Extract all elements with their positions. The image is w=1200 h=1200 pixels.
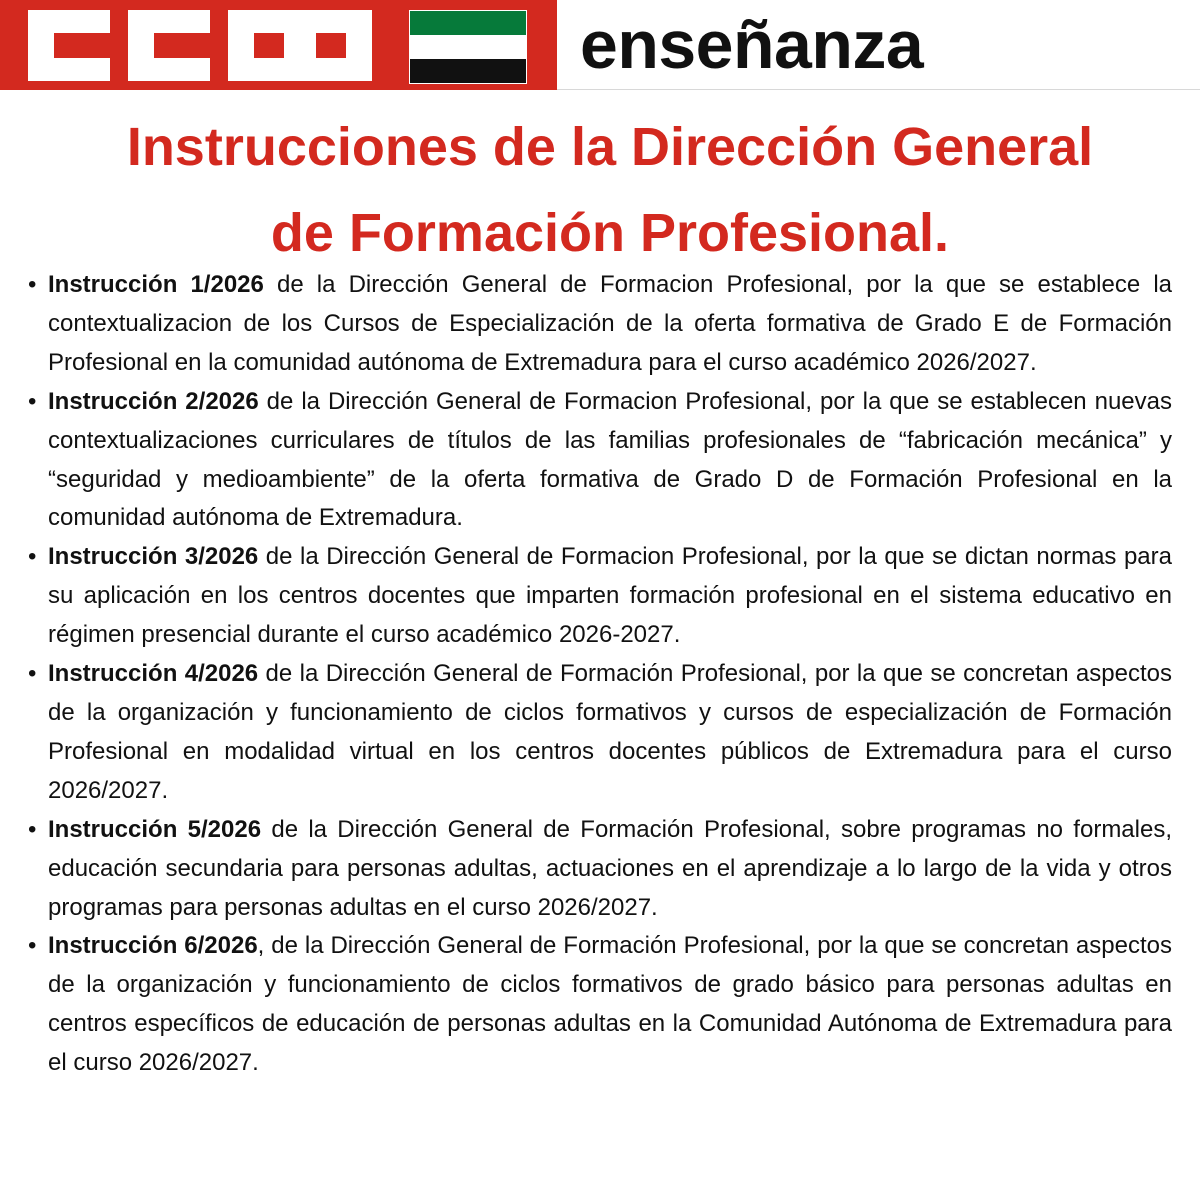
instruction-code: Instrucción 6/2026 — [48, 932, 258, 960]
instruction-code: Instrucción 5/2026 — [48, 815, 262, 843]
title-line-2: de Formación Profesional. — [270, 203, 950, 263]
instruction-text: de la Dirección General de Formacion Profesional, por la que se establece la contextualizacion de los Cursos de Especialización de la oferta formativa de Grado E de Formación Profesional en la comunidad autónoma de Extremadura para el curso académico 2026/2027. — [48, 271, 1172, 376]
list-item — [28, 811, 1172, 928]
bullet-icon: • — [28, 932, 37, 960]
instruction-text: de la Dirección General de Formación Profesional, sobre programas no formales, educación secundaria para personas adultas, actuaciones en el aprendizaje a lo largo de la vida y otros programas para personas adultas en el curso 2026/2027. — [48, 815, 1173, 921]
header — [0, 0, 1200, 90]
instruction-code: Instrucción 3/2026 — [48, 543, 259, 571]
bullet-icon: • — [28, 543, 37, 571]
instruction-text: de la Dirección General de Formación Profesional, por la que se concretan aspectos de la organización y funcionamiento de ciclos formativos y cursos de especialización de Formación Profesional en modalidad virtual en los centros docentes públicos de Extremadura para el curso 2026/2027. — [48, 660, 1172, 804]
bullet-icon: • — [28, 271, 37, 298]
instruction-code: Instrucción 1/2026 — [48, 271, 264, 298]
extremadura-flag-icon — [409, 10, 527, 84]
ccoo-logo — [0, 0, 557, 90]
brand-text: enseñanza — [580, 7, 924, 83]
list-item — [28, 538, 1172, 655]
instruction-list — [28, 266, 1172, 1083]
ccoo-logo-letters — [0, 0, 400, 90]
list-item — [28, 655, 1172, 811]
bullet-icon: • — [28, 815, 37, 843]
list-item — [28, 266, 1172, 383]
header-divider — [557, 89, 1200, 90]
instruction-code: Instrucción 2/2026 — [48, 387, 259, 415]
instruction-text: de la Dirección General de Formacion Profesional, por la que se dictan normas para su aplicación en los centros docentes que imparten formación profesional en el sistema educativo en régimen presencial durante el curso académico 2026-2027. — [48, 543, 1172, 649]
instruction-code: Instrucción 4/2026 — [48, 660, 259, 688]
bullet-icon: • — [28, 387, 37, 415]
list-item — [28, 927, 1172, 1083]
page-title — [0, 104, 1200, 276]
instruction-text: de la Dirección General de Formacion Profesional, por la que se establecen nuevas contextualizaciones curriculares de títulos de las familias profesionales de “fabricación mecánica” y “seguridad y medioambiente” de la oferta formativa de Grado D de Formación Profesional en la comunidad autónoma de Extremadura. — [48, 387, 1172, 532]
title-line-1: Instrucciones de la Dirección General — [126, 117, 1094, 177]
list-item — [28, 383, 1172, 539]
bullet-icon: • — [28, 660, 37, 688]
instruction-text: , de la Dirección General de Formación Profesional, por la que se concretan aspectos de la organización y funcionamiento de ciclos formativos de grado básico para personas adultas en centros específicos de educación de personas adultas en la Comunidad Autónoma de Extremadura para el curso 2026/2027. — [48, 932, 1172, 1077]
